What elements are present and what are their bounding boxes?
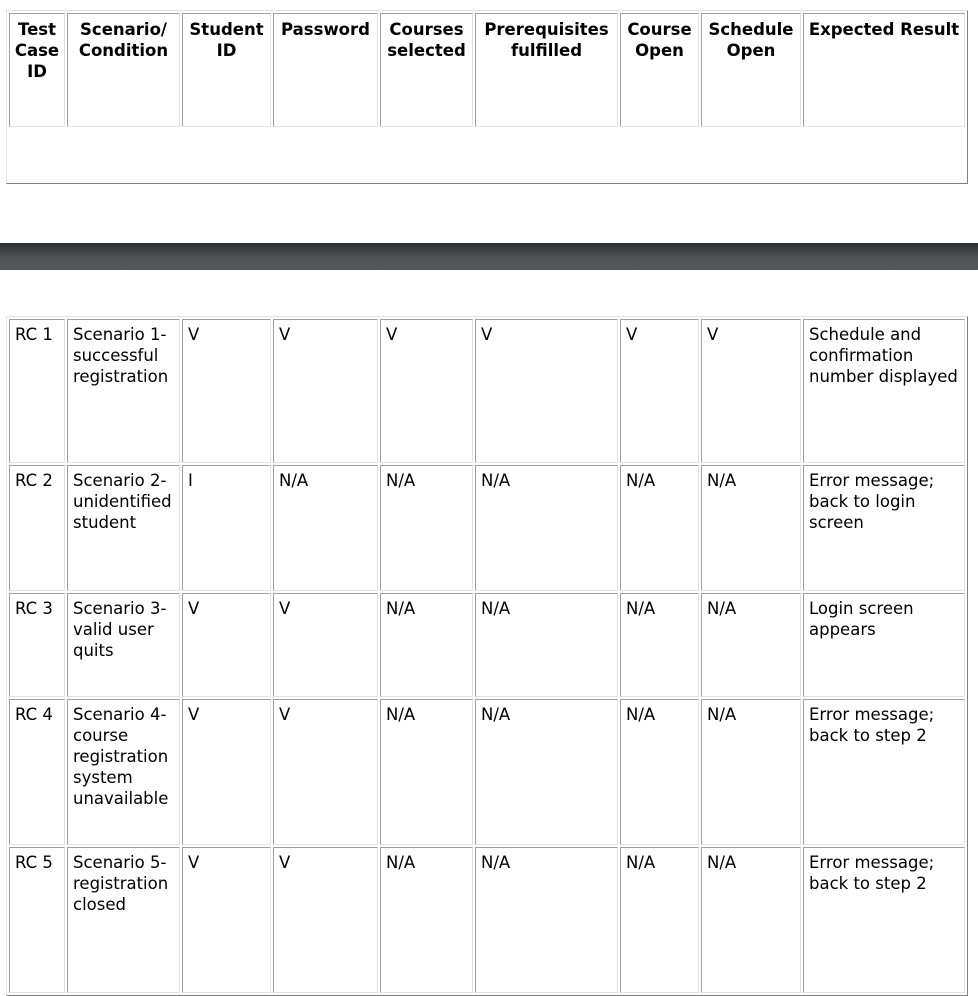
cell-password: V [273, 319, 378, 463]
table-row [9, 699, 965, 845]
table-row [9, 319, 965, 463]
test-case-header-table [6, 10, 968, 184]
cell-student-id: I [182, 465, 271, 591]
cell-courses-selected: N/A [380, 847, 473, 993]
cell-courses-selected: N/A [380, 593, 473, 697]
cell-prerequisites: N/A [475, 593, 618, 697]
header-prerequisites: Prerequisites fulfilled [475, 13, 618, 127]
cell-student-id: V [182, 593, 271, 697]
cell-password: N/A [273, 465, 378, 591]
cell-schedule-open: N/A [701, 847, 801, 993]
empty-row [9, 129, 965, 181]
cell-scenario: Scenario 3- valid user quits [67, 593, 180, 697]
header-test-case-id: Test Case ID [9, 13, 65, 127]
cell-test-case-id: RC 2 [9, 465, 65, 591]
cell-scenario: Scenario 4- course registration system unavailable [67, 699, 180, 845]
cell-prerequisites: N/A [475, 847, 618, 993]
cell-student-id: V [182, 319, 271, 463]
cell-schedule-open: V [701, 319, 801, 463]
cell-course-open: N/A [620, 593, 699, 697]
header-row [9, 13, 965, 127]
cell-expected-result: Schedule and confirmation number displayed [803, 319, 965, 463]
cell-courses-selected: N/A [380, 699, 473, 845]
cell-password: V [273, 699, 378, 845]
cell-course-open: N/A [620, 847, 699, 993]
test-case-table [6, 316, 968, 996]
empty-cell [9, 129, 965, 181]
header-scenario: Scenario/ Condition [67, 13, 180, 127]
cell-course-open: V [620, 319, 699, 463]
cell-expected-result: Error message; back to step 2 [803, 699, 965, 845]
table-row [9, 593, 965, 697]
cell-schedule-open: N/A [701, 699, 801, 845]
header-student-id: Student ID [182, 13, 271, 127]
cell-test-case-id: RC 5 [9, 847, 65, 993]
table-row [9, 465, 965, 591]
cell-expected-result: Error message; back to step 2 [803, 847, 965, 993]
cell-password: V [273, 593, 378, 697]
cell-schedule-open: N/A [701, 593, 801, 697]
header-courses-selected: Courses selected [380, 13, 473, 127]
cell-prerequisites: N/A [475, 699, 618, 845]
cell-student-id: V [182, 847, 271, 993]
cell-test-case-id: RC 4 [9, 699, 65, 845]
cell-student-id: V [182, 699, 271, 845]
cell-courses-selected: V [380, 319, 473, 463]
cell-expected-result: Login screen appears [803, 593, 965, 697]
cell-course-open: N/A [620, 699, 699, 845]
cell-password: V [273, 847, 378, 993]
table-row [9, 847, 965, 993]
cell-courses-selected: N/A [380, 465, 473, 591]
cell-schedule-open: N/A [701, 465, 801, 591]
cell-prerequisites: N/A [475, 465, 618, 591]
header-schedule-open: Schedule Open [701, 13, 801, 127]
cell-course-open: N/A [620, 465, 699, 591]
header-course-open: Course Open [620, 13, 699, 127]
cell-test-case-id: RC 3 [9, 593, 65, 697]
section-divider-band [0, 243, 978, 270]
cell-expected-result: Error message; back to login screen [803, 465, 965, 591]
cell-scenario: Scenario 1- successful registration [67, 319, 180, 463]
cell-scenario: Scenario 5- registration closed [67, 847, 180, 993]
cell-prerequisites: V [475, 319, 618, 463]
cell-test-case-id: RC 1 [9, 319, 65, 463]
cell-scenario: Scenario 2- unidentified student [67, 465, 180, 591]
header-expected-result: Expected Result [803, 13, 965, 127]
header-password: Password [273, 13, 378, 127]
